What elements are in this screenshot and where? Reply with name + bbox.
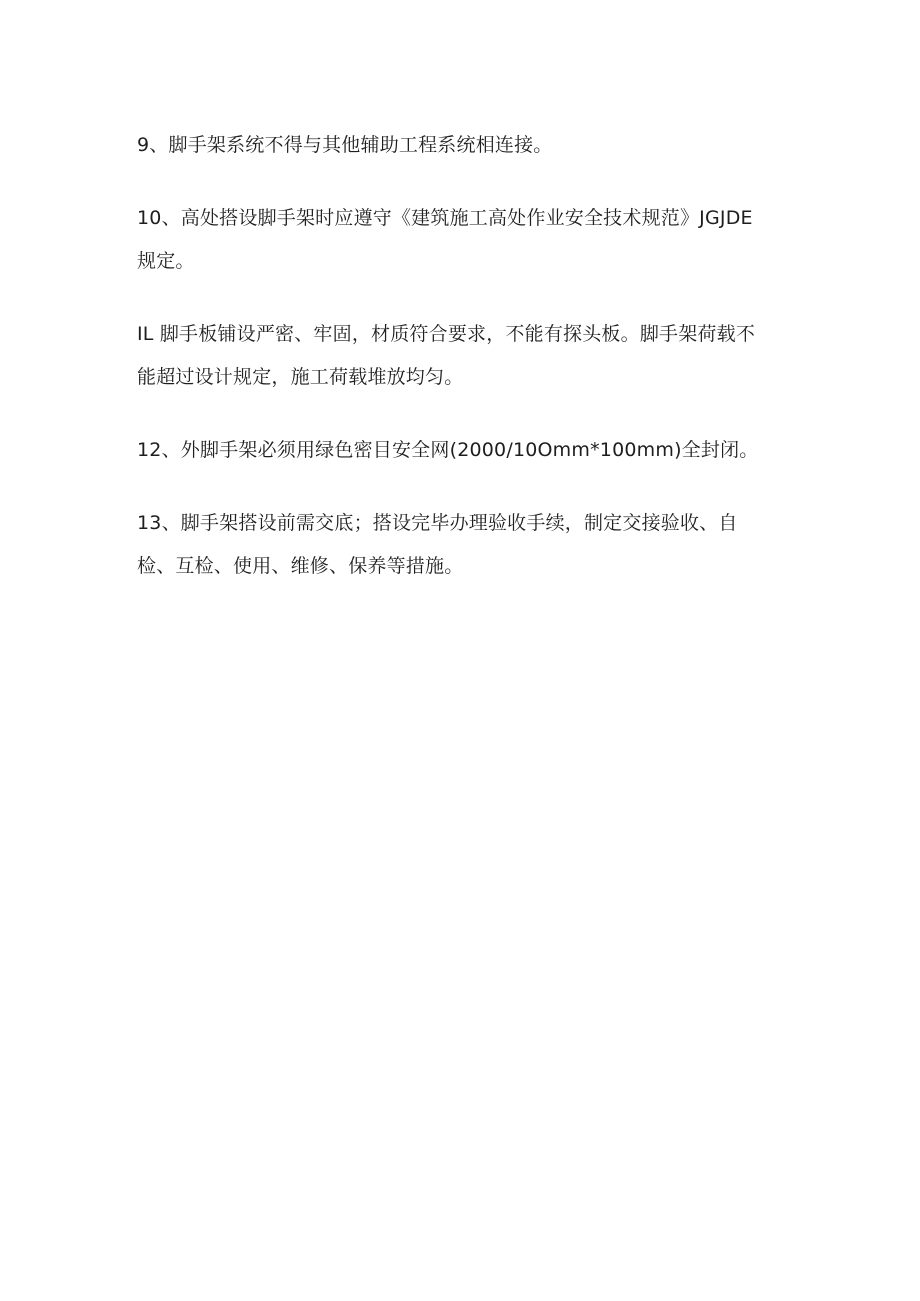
document-body: [137, 124, 787, 618]
paragraph-item-12: 12、外脚手架必须用绿色密目安全网(2000/10Omm*100mm)全封闭。: [137, 439, 759, 461]
paragraph-item-11: IL 脚手板铺设严密、牢固，材质符合要求，不能有探头板。脚手架荷载不 能超过设计规定，施工荷载堆放均匀。: [137, 323, 756, 388]
paragraph-item-10: 10、高处搭设脚手架时应遵守《建筑施工高处作业安全技术规范》JGJDE 规定。: [137, 207, 753, 272]
paragraph-item-13: 13、脚手架搭设前需交底；搭设完毕办理验收手续，制定交接验收、自 检、互检、使用、维修、保养等措施。: [137, 512, 738, 577]
paragraph-item-9: 9、脚手架系统不得与其他辅助工程系统相连接。: [137, 134, 553, 156]
